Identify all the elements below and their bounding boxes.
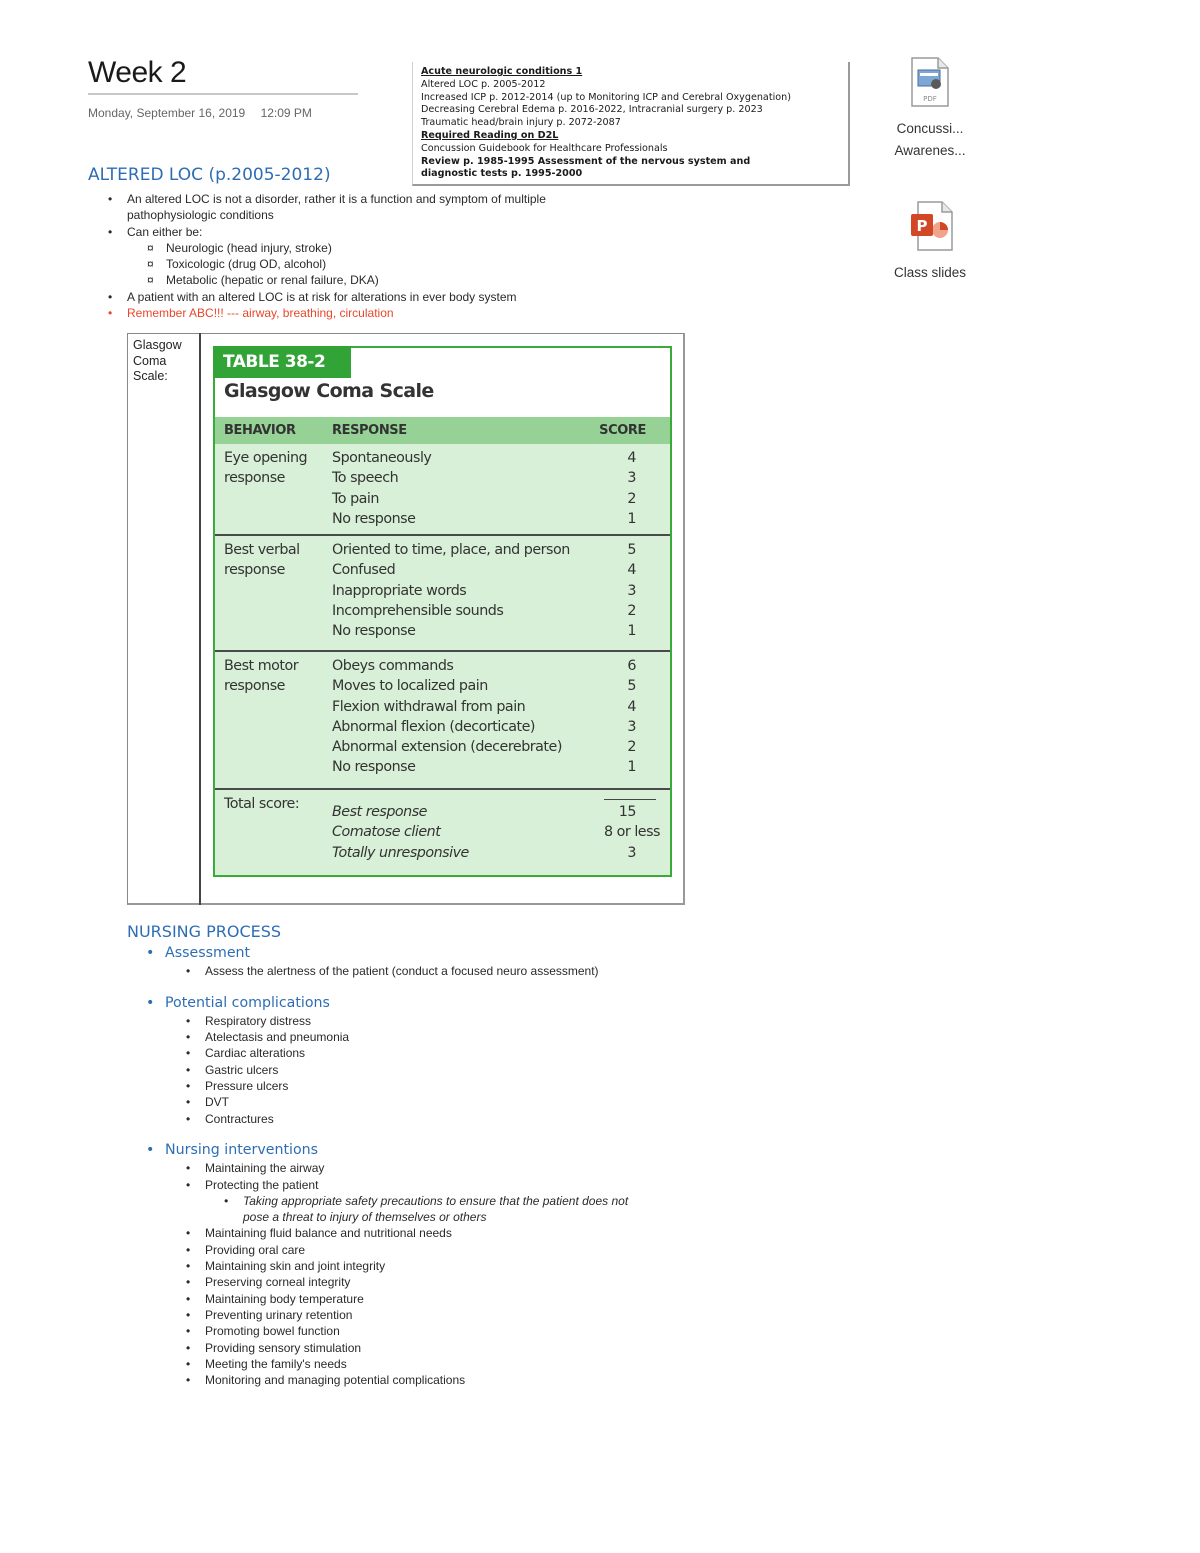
gcs-behavior: Eye opening response xyxy=(224,450,308,487)
review-line: diagnostic tests p. 1995-2000 xyxy=(421,168,583,180)
list-item: • Atelectasis and pneumonia xyxy=(186,1030,350,1045)
gcs-total-rule xyxy=(604,799,656,800)
gcs-total-response: Comatose client xyxy=(332,824,441,841)
list-item: • Pressure ulcers xyxy=(186,1079,289,1094)
powerpoint-file-icon xyxy=(910,200,950,252)
gcs-score: 5 xyxy=(627,542,636,558)
sub-list-item: ¤ Metabolic (hepatic or renal failure, DKA) xyxy=(147,273,379,288)
gcs-side-label: Glasgow Coma Scale: xyxy=(133,338,182,383)
sub-list-item-continuation: pose a threat to injury of themselves or others xyxy=(243,1210,487,1225)
sub-list-item: ¤ Toxicologic (drug OD, alcohol) xyxy=(147,257,327,272)
list-item: • Cardiac alterations xyxy=(186,1046,306,1061)
gcs-total-score: 15 xyxy=(618,804,636,820)
gcs-col-response: RESPONSE xyxy=(332,423,407,438)
gcs-response: Flexion withdrawal from pain xyxy=(332,698,526,715)
gcs-response: Spontaneously xyxy=(332,450,432,466)
attachment-class-slides[interactable] xyxy=(875,200,985,284)
gcs-table-title: Glasgow Coma Scale xyxy=(224,380,434,402)
gcs-column-divider xyxy=(199,333,201,905)
gcs-block-motor xyxy=(215,652,670,788)
sub-list-item: • Taking appropriate safety precautions to ensure that the patient does not xyxy=(224,1193,629,1208)
altered-loc-list xyxy=(108,191,687,321)
list-item: • Providing sensory stimulation xyxy=(186,1340,362,1355)
gcs-response: Inappropriate words xyxy=(332,582,467,599)
list-item-continuation: pathophysiologic conditions xyxy=(127,208,274,223)
gcs-score: 5 xyxy=(627,678,636,695)
gcs-col-score: SCORE xyxy=(599,423,646,438)
ppt-icon-text: P xyxy=(916,217,928,235)
attachment-label: Awarenes... xyxy=(894,143,966,158)
gcs-score: 1 xyxy=(627,510,636,527)
list-item: • Gastric ulcers xyxy=(186,1062,279,1077)
required-reading-box[interactable] xyxy=(412,62,850,186)
gcs-score: 4 xyxy=(627,562,636,579)
gcs-block-total xyxy=(215,790,670,875)
gcs-table-tag: TABLE 38-2 xyxy=(213,346,351,378)
gcs-response: To speech xyxy=(332,470,399,487)
list-item: • Promoting bowel function xyxy=(186,1324,340,1339)
reading-line: Traumatic head/brain injury p. 2072-2087 xyxy=(421,117,621,129)
gcs-response: Oriented to time, place, and person xyxy=(332,542,570,558)
reading-heading: Acute neurologic conditions 1 xyxy=(421,66,583,77)
list-item-highlight: • Remember ABC!!! --- airway, breathing, circulation xyxy=(108,306,394,321)
subsection-heading-interventions: • Nursing interventions xyxy=(146,1141,319,1158)
gcs-score: 2 xyxy=(627,602,636,619)
list-item: • Assess the alertness of the patient (conduct a focused neuro assessment) xyxy=(186,964,599,979)
pdf-file-icon xyxy=(910,56,950,108)
gcs-response: No response xyxy=(332,759,416,776)
list-item: • Can either be: xyxy=(108,224,203,239)
gcs-block-verbal xyxy=(215,536,670,650)
page-date: Monday, September 16, 2019 xyxy=(88,106,246,120)
list-item: • DVT xyxy=(186,1095,229,1110)
list-item: • Respiratory distress xyxy=(186,1013,312,1028)
gcs-col-behavior: BEHAVIOR xyxy=(224,423,296,438)
gcs-score: 3 xyxy=(627,718,636,735)
gcs-total-label: Total score: xyxy=(224,796,300,812)
gcs-table-image xyxy=(213,346,672,877)
review-line: Review p. 1985-1995 Assessment of the nervous system and xyxy=(421,155,751,167)
list-item: • Preserving corneal integrity xyxy=(186,1275,351,1290)
title-divider xyxy=(88,93,358,95)
reading-line: Altered LOC p. 2005-2012 xyxy=(421,78,546,90)
list-item: • A patient with an altered LOC is at risk for alterations in ever body system xyxy=(108,289,517,304)
list-item: • Monitoring and managing potential complications xyxy=(186,1373,466,1388)
list-item: • Maintaining body temperature xyxy=(186,1291,364,1306)
gcs-response: Abnormal flexion (decorticate) xyxy=(332,718,535,735)
gcs-score: 2 xyxy=(627,739,636,756)
section-heading-altered-loc: ALTERED LOC (p.2005-2012) xyxy=(88,165,331,185)
page-time: 12:09 PM xyxy=(260,106,312,120)
list-item: • Maintaining fluid balance and nutritional needs xyxy=(186,1226,452,1241)
gcs-response: To pain xyxy=(332,490,379,507)
nursing-process-list xyxy=(146,945,725,1388)
list-item: • Contractures xyxy=(186,1111,274,1126)
gcs-response: No response xyxy=(332,510,416,527)
gcs-score: 3 xyxy=(627,582,636,599)
gcs-response: No response xyxy=(332,623,416,640)
gcs-score: 4 xyxy=(627,450,636,466)
gcs-behavior: Best verbal response xyxy=(224,542,300,579)
gcs-response: Moves to localized pain xyxy=(332,678,488,695)
section-heading-nursing-process: NURSING PROCESS xyxy=(127,922,282,941)
list-item: • Protecting the patient xyxy=(186,1177,319,1192)
list-item: • Meeting the family's needs xyxy=(186,1356,347,1371)
gcs-score: 2 xyxy=(627,490,636,507)
list-item: • Preventing urinary retention xyxy=(186,1307,353,1322)
gcs-total-score: 8 or less xyxy=(604,824,660,841)
gcs-score: 1 xyxy=(627,759,636,776)
required-reading-line: Concussion Guidebook for Healthcare Professionals xyxy=(421,142,668,154)
gcs-behavior: Best motor response xyxy=(224,658,299,695)
pdf-icon-text: PDF xyxy=(923,95,937,103)
list-item: • Providing oral care xyxy=(186,1242,306,1257)
attachment-concussion-pdf[interactable] xyxy=(875,56,985,162)
list-item: • Maintaining the airway xyxy=(186,1161,325,1176)
list-item: • Maintaining skin and joint integrity xyxy=(186,1259,386,1274)
gcs-response: Incomprehensible sounds xyxy=(332,602,504,619)
sub-list-item: ¤ Neurologic (head injury, stroke) xyxy=(147,240,332,255)
gcs-total-score: 3 xyxy=(627,844,636,861)
gcs-total-response: Best response xyxy=(332,804,427,820)
required-reading-heading: Required Reading on D2L xyxy=(421,129,559,141)
reading-line: Decreasing Cerebral Edema p. 2016-2022, Intracranial surgery p. 2023 xyxy=(421,104,763,116)
attachment-label: Concussi... xyxy=(896,121,964,136)
subsection-heading-assessment: • Assessment xyxy=(146,945,251,961)
list-item: • An altered LOC is not a disorder, rather it is a function and symptom of multiple xyxy=(108,192,546,206)
gcs-score: 4 xyxy=(627,698,636,715)
gcs-score: 1 xyxy=(627,623,636,640)
gcs-total-response: Totally unresponsive xyxy=(332,844,469,861)
gcs-score: 6 xyxy=(627,658,636,674)
attachment-label: Class slides xyxy=(893,265,967,280)
gcs-response: Obeys commands xyxy=(332,658,454,674)
subsection-heading-complications: • Potential complications xyxy=(146,994,330,1011)
reading-line: Increased ICP p. 2012-2014 (up to Monitoring ICP and Cerebral Oxygenation) xyxy=(421,91,791,103)
gcs-block-eye xyxy=(215,444,670,534)
gcs-header-row xyxy=(215,417,670,444)
gcs-response: Confused xyxy=(332,562,396,579)
page-timestamp xyxy=(88,106,312,120)
page-title: Week 2 xyxy=(88,56,187,89)
gcs-response: Abnormal extension (decerebrate) xyxy=(332,739,562,756)
gcs-score: 3 xyxy=(627,470,636,487)
